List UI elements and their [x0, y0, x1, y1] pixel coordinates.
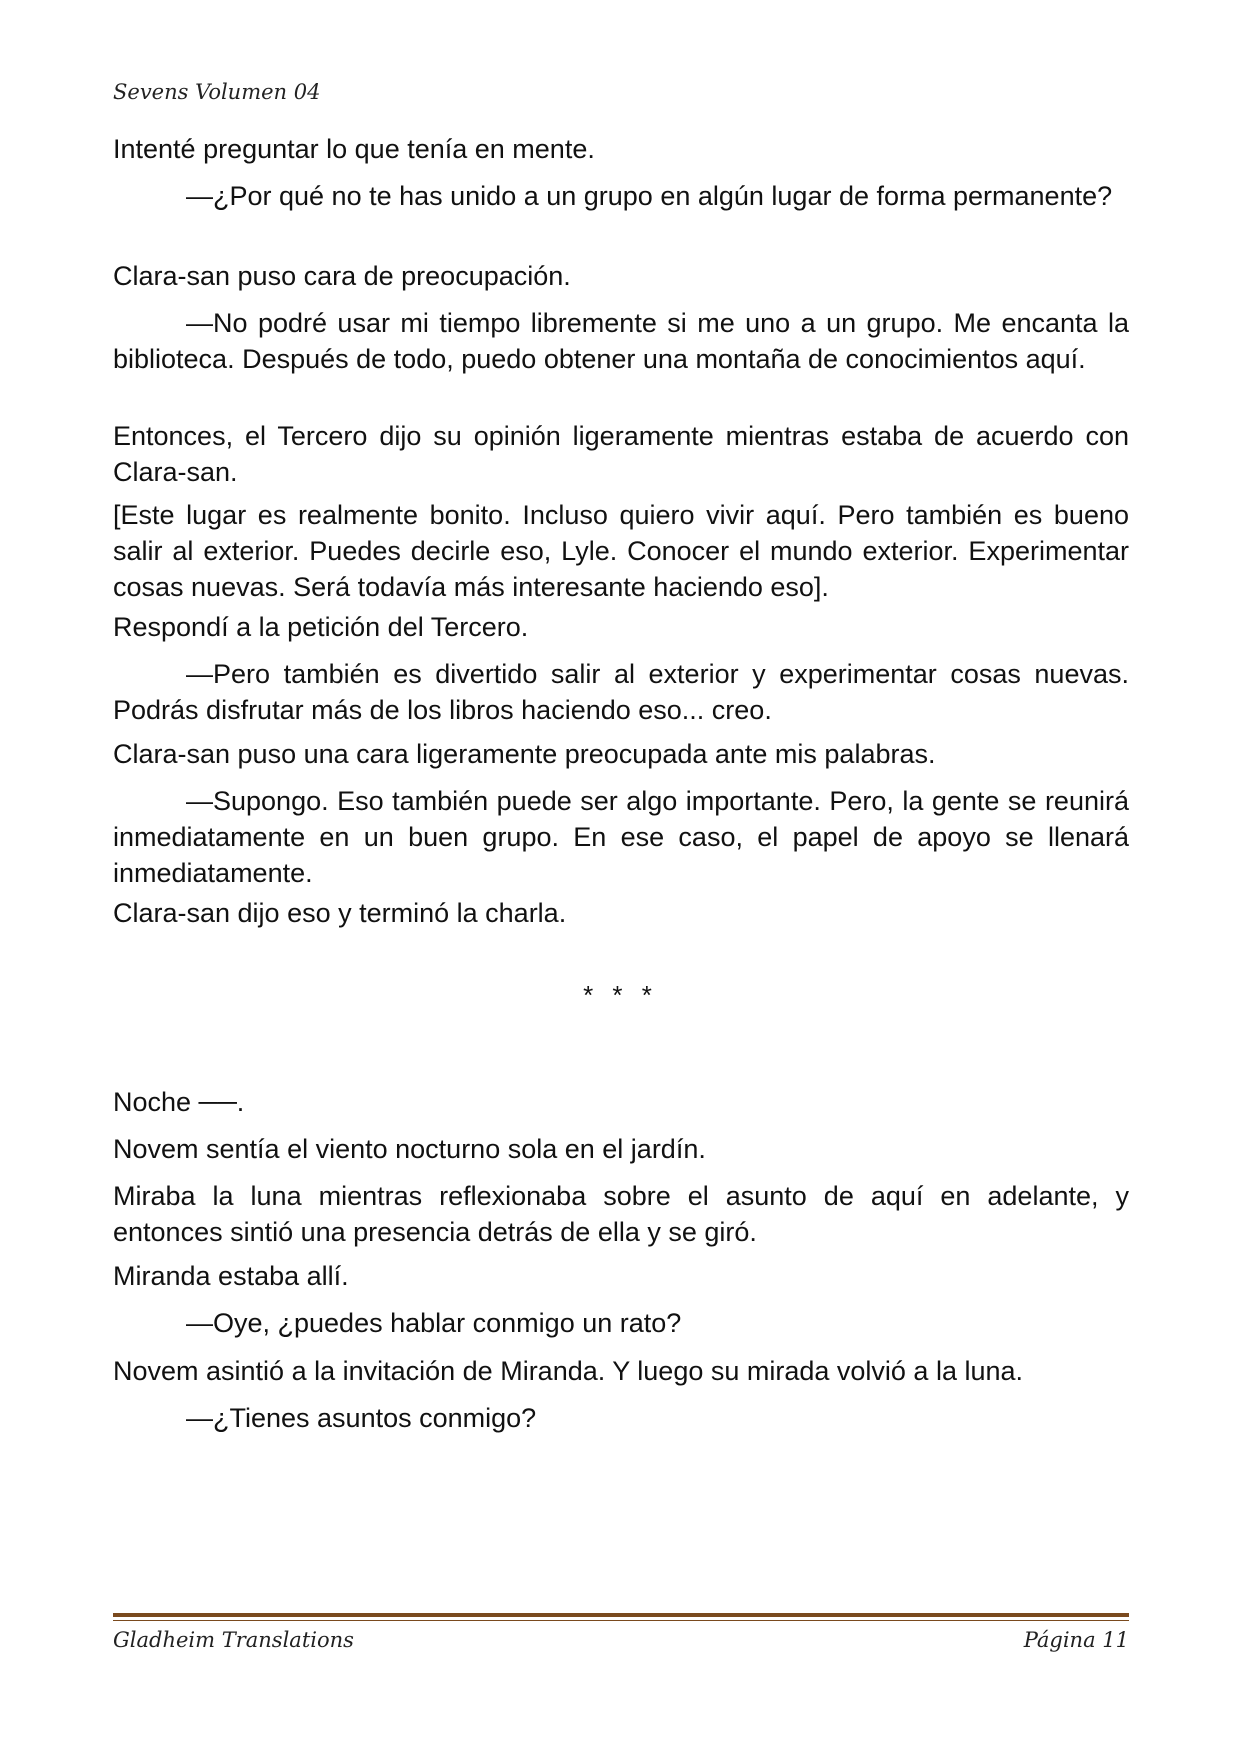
dialogue-paragraph: —¿Tienes asuntos conmigo?: [186, 1403, 537, 1433]
footer-rule-thin: [113, 1620, 1129, 1621]
dialogue-paragraph: —Oye, ¿puedes hablar conmigo un rato?: [186, 1308, 682, 1338]
dialogue-paragraph: —Supongo. Eso también puede ser algo importante. Pero, la gente se reunirá inmediatamente en un buen grupo. En ese caso, el papel de apoyo se llenará inmediatamente.: [113, 786, 1129, 888]
footer-publisher: Gladheim Translations: [113, 1628, 354, 1652]
paragraph: Clara-san puso cara de preocupación.: [113, 261, 571, 291]
dialogue-paragraph: —No podré usar mi tiempo libremente si me uno a un grupo. Me encanta la biblioteca. Después de todo, puedo obtener una montaña de conocimientos aquí.: [113, 308, 1129, 374]
paragraph: Clara-san dijo eso y terminó la charla.: [113, 898, 567, 928]
dialogue-paragraph: —Pero también es divertido salir al exterior y experimentar cosas nuevas. Podrás disfrutar más de los libros haciendo eso... creo.: [113, 659, 1129, 725]
paragraph: Intenté preguntar lo que tenía en mente.: [113, 134, 595, 164]
footer-rule: [113, 1613, 1129, 1617]
scene-break: * * *: [583, 980, 658, 1010]
dialogue-paragraph: —¿Por qué no te has unido a un grupo en algún lugar de forma permanente?: [186, 181, 1113, 211]
paragraph: Miranda estaba allí.: [113, 1261, 349, 1291]
paragraph: Entonces, el Tercero dijo su opinión ligeramente mientras estaba de acuerdo con Clara-san.: [113, 421, 1129, 487]
page-number: Página 11: [1023, 1628, 1129, 1652]
paragraph: [Este lugar es realmente bonito. Incluso quiero vivir aquí. Pero también es bueno salir al exterior. Puedes decirle eso, Lyle. Conocer el mundo exterior. Experimentar cosas nuevas. Será todavía más interesante haciendo eso].: [113, 500, 1129, 602]
paragraph: Novem sentía el viento nocturno sola en el jardín.: [113, 1134, 706, 1164]
paragraph: Clara-san puso una cara ligeramente preocupada ante mis palabras.: [113, 739, 936, 769]
paragraph: Miraba la luna mientras reflexionaba sobre el asunto de aquí en adelante, y entonces sintió una presencia detrás de ella y se giró.: [113, 1181, 1129, 1247]
paragraph: Novem asintió a la invitación de Miranda. Y luego su mirada volvió a la luna.: [113, 1356, 1024, 1386]
running-header: Sevens Volumen 04: [113, 80, 321, 104]
paragraph: Respondí a la petición del Tercero.: [113, 612, 529, 642]
paragraph: Noche ──.: [113, 1087, 245, 1117]
